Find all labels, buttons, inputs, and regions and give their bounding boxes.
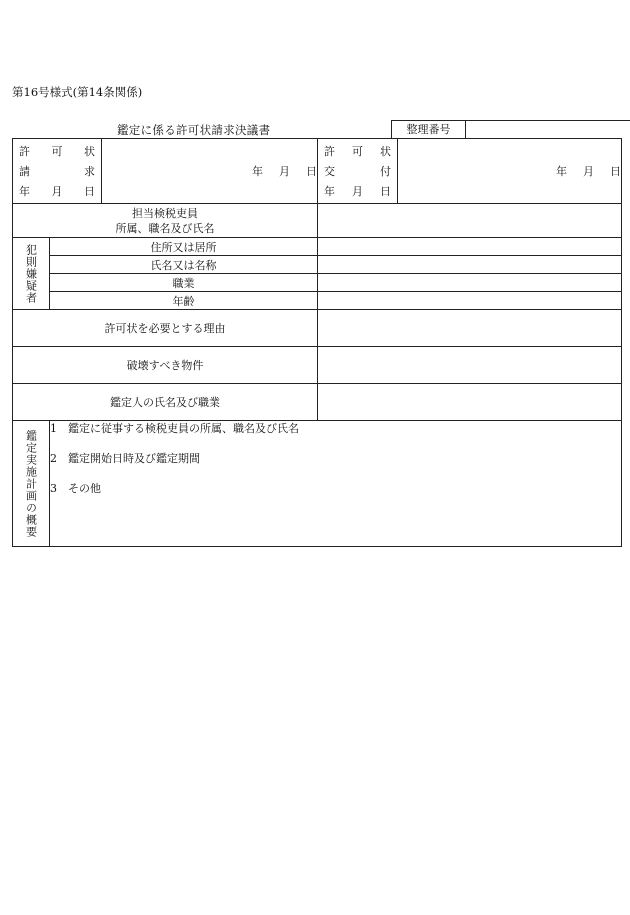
appraiser-value[interactable] [318,384,622,421]
form-table [12,138,622,547]
officer-label: 担当検税吏員 所属、職名及び氏名 [13,204,318,238]
suspect-age-row [13,292,622,310]
issue-date-value[interactable]: 年 月 日 [398,139,622,204]
suspect-name-label: 氏名又は名称 [50,256,318,274]
officer-row [13,204,622,238]
reason-label: 許可状を必要とする理由 [13,310,318,347]
property-value[interactable] [318,347,622,384]
suspect-occupation-value[interactable] [318,274,622,292]
request-date-value[interactable]: 年 月 日 [102,139,318,204]
plan-label: 鑑定実施計画の概要 [13,421,50,547]
plan-item: 2 鑑定開始日時及び鑑定期間 [50,452,200,465]
suspect-age-label: 年齢 [50,292,318,310]
form-number: 第16号様式(第14条関係) [12,85,143,99]
suspect-address-row [13,238,622,256]
document-title: 鑑定に係る許可状請求決議書 [117,123,271,137]
reference-number-field[interactable] [466,121,630,138]
plan-content[interactable] [50,421,622,547]
property-label: 破壊すべき物件 [13,347,318,384]
suspect-occupation-label: 職業 [50,274,318,292]
suspect-occupation-row [13,274,622,292]
suspect-name-value[interactable] [318,256,622,274]
plan-row [13,421,622,547]
reason-value[interactable] [318,310,622,347]
suspect-name-row [13,256,622,274]
title-row [12,120,621,138]
officer-value[interactable] [318,204,622,238]
suspect-address-label: 住所又は居所 [50,238,318,256]
reference-number-label: 整理番号 [392,121,466,138]
suspect-age-value[interactable] [318,292,622,310]
issue-date-label: 許 可 状 交 付 年 月 日 [318,139,398,204]
suspect-label: 犯則嫌疑者 [13,238,50,310]
suspect-address-value[interactable] [318,238,622,256]
plan-item: 3 その他 [50,482,101,495]
plan-item: 1 鑑定に従事する検税吏員の所属、職名及び氏名 [50,422,299,435]
property-row [13,347,622,384]
appraiser-label: 鑑定人の氏名及び職業 [13,384,318,421]
appraiser-row [13,384,622,421]
reason-row [13,310,622,347]
dates-row [13,139,622,204]
reference-number-box [391,120,630,138]
request-date-label: 許 可 状 請 求 年 月 日 [13,139,102,204]
